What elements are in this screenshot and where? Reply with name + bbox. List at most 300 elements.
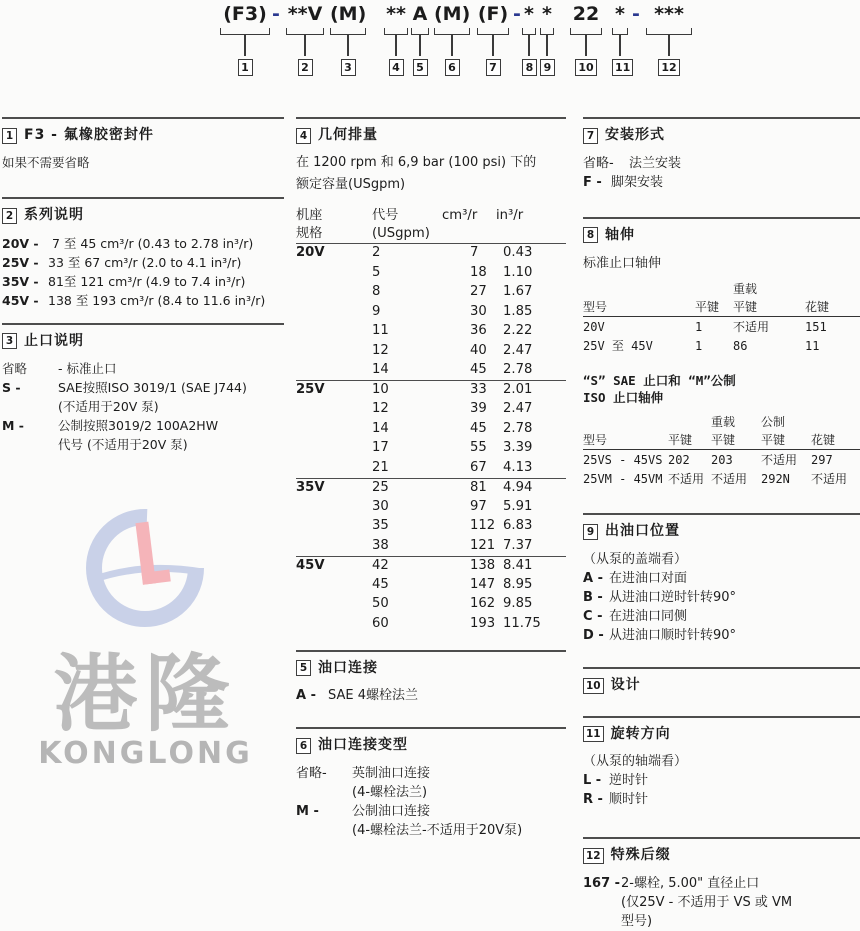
position-number-box: 1 <box>238 59 253 76</box>
watermark-en-text: KONGLONG <box>38 736 253 771</box>
shaft-table-iso <box>583 414 860 489</box>
section-title: 几何排量 <box>318 127 378 143</box>
table-cell: 292N <box>761 472 790 487</box>
table-cell: 14 <box>372 362 389 378</box>
displacement-table <box>296 207 566 634</box>
code-dash: - <box>632 3 640 25</box>
section-6-header <box>296 736 566 756</box>
spec-row <box>583 607 860 626</box>
code-segment <box>540 2 554 76</box>
table-row <box>583 450 860 470</box>
connector-bracket <box>434 28 470 35</box>
table-cell: 25V 至 45V <box>583 339 653 354</box>
section-title: F3 - 氟橡胶密封件 <box>24 127 154 143</box>
code-segment <box>411 2 429 76</box>
spec-label: 25V - <box>2 254 39 270</box>
spec-row <box>296 783 566 802</box>
position-number-box: 6 <box>445 59 460 76</box>
connector-stem <box>528 35 530 56</box>
table-cell: 42 <box>372 557 389 573</box>
table-cell: 5 <box>372 264 381 280</box>
table-cell: 2.78 <box>503 420 533 436</box>
table-cell: 1 <box>695 319 703 334</box>
table-row <box>296 283 566 303</box>
table-cell: 20V <box>296 245 325 261</box>
shaft-note-sae-line2: ISO 止口轴伸 <box>583 390 664 406</box>
table-cell: 35 <box>372 518 389 534</box>
connector-bracket <box>540 28 554 35</box>
spec-label: A - <box>583 570 603 586</box>
code-segment-label: (M) <box>434 3 471 25</box>
column-header: (USgpm) <box>372 225 430 241</box>
table-cell: 2.47 <box>503 342 533 358</box>
section-1-header <box>2 126 284 146</box>
shaft-note-sae-line1: “S” SAE 止口和 “M”公制 <box>583 373 736 389</box>
column-header: 型号 <box>583 433 608 448</box>
table-row <box>296 556 566 576</box>
table-cell: 39 <box>470 401 487 417</box>
spec-text: - 标准止口 <box>58 361 117 377</box>
spec-row <box>2 272 284 291</box>
connector-bracket <box>646 28 692 35</box>
spec-row <box>2 253 284 272</box>
section-number-box: 3 <box>2 333 17 349</box>
table-cell: 25 <box>372 479 389 495</box>
table-cell: 45V <box>296 557 325 573</box>
spec-row <box>296 686 566 705</box>
code-segment <box>646 2 692 76</box>
code-dash: - <box>272 3 280 25</box>
section-title: 旋转方向 <box>610 725 671 742</box>
table-cell: 193 <box>470 615 496 631</box>
shaft-table-standard <box>583 281 860 356</box>
spec-row <box>2 397 284 416</box>
table-cell: 7 <box>470 245 479 261</box>
spec-label: 167 - <box>583 875 621 891</box>
table-row <box>583 470 860 490</box>
table-row <box>296 419 566 439</box>
section-3-header <box>2 332 284 352</box>
connector-bracket <box>522 28 536 35</box>
section-9-header <box>583 522 860 542</box>
column-header: 平键 <box>711 433 736 448</box>
spec-text: 从进油口逆时针转90° <box>609 589 737 605</box>
connector-stem <box>244 35 246 56</box>
displacement-intro-line1: 在 1200 rpm 和 6,9 bar (100 psi) 下的 <box>296 154 537 170</box>
section-number-box: 1 <box>2 128 17 144</box>
spec-row <box>2 416 284 435</box>
section-title: 油口连接 <box>318 659 378 676</box>
connector-stem <box>347 35 349 56</box>
table-row <box>296 380 566 400</box>
table-row <box>296 536 566 556</box>
column-header: 平键 <box>761 433 786 448</box>
table-cell: 203 <box>711 452 733 467</box>
column-header: 型号 <box>583 300 608 315</box>
spec-label: R - <box>583 792 603 808</box>
connector-stem <box>619 35 621 56</box>
connector-bracket <box>570 28 602 35</box>
code-segment <box>330 2 366 76</box>
table-cell: 147 <box>470 576 496 592</box>
spec-label: M - <box>296 803 319 819</box>
table-cell: 12 <box>372 342 389 358</box>
table-cell: 45 <box>470 420 487 436</box>
table-cell: 0.43 <box>503 245 533 261</box>
spec-text: (4-螺栓法兰-不适用于20V泵) <box>352 822 523 838</box>
watermark <box>28 498 263 771</box>
table-cell: 4.94 <box>503 479 533 495</box>
spec-label: 省略- <box>583 155 614 171</box>
right-column <box>583 117 860 931</box>
displacement-table-header <box>296 207 566 244</box>
column-header: cm³/r <box>442 207 478 223</box>
spec-text: 在进油口对面 <box>609 570 688 586</box>
table-row <box>296 263 566 283</box>
table-cell: 30 <box>372 498 389 514</box>
table-row <box>296 497 566 517</box>
code-segment <box>286 2 324 76</box>
table-row <box>296 575 566 595</box>
position-number-box: 3 <box>341 59 356 76</box>
table-row <box>296 341 566 361</box>
spec-text: 公制油口连接 <box>352 803 431 819</box>
code-segment <box>570 2 602 76</box>
connector-stem <box>585 35 587 56</box>
spec-text: (不适用于20V 泵) <box>58 399 159 415</box>
code-segment-label: * <box>615 3 625 25</box>
divider <box>2 323 284 325</box>
table-cell: 12 <box>372 401 389 417</box>
section-title: 特殊后缀 <box>610 847 671 864</box>
table-cell: 1.10 <box>503 264 533 280</box>
section-title: 安装形式 <box>605 127 665 143</box>
table-cell: 27 <box>470 284 487 300</box>
table-cell: 14 <box>372 420 389 436</box>
table-row <box>583 337 860 357</box>
table-cell: 11 <box>805 339 820 354</box>
spec-row <box>583 893 860 912</box>
table-cell: 21 <box>372 459 389 475</box>
spec-row <box>583 588 860 607</box>
spec-row <box>583 550 860 569</box>
table-cell: 不适用 <box>811 472 848 487</box>
position-number-box: 11 <box>612 59 633 76</box>
column-header: 花键 <box>805 300 830 315</box>
table-cell: 33 <box>470 382 487 398</box>
code-segment-label: * <box>542 3 552 25</box>
connector-bracket <box>384 28 408 35</box>
table-row <box>296 400 566 420</box>
middle-column <box>296 117 566 840</box>
spec-text: (仅25V - 不适用于 VS 或 VM <box>621 894 793 910</box>
table-cell: 40 <box>470 342 487 358</box>
connector-stem <box>451 35 453 56</box>
spec-label: 20V - <box>2 235 39 251</box>
column-header: 平键 <box>668 433 693 448</box>
spec-text: 在进油口同侧 <box>609 608 688 624</box>
table-cell: 5.91 <box>503 498 533 514</box>
section-2-header <box>2 206 284 226</box>
position-number-box: 12 <box>658 59 679 76</box>
code-segment-label: * <box>524 3 534 25</box>
table-cell: 20V <box>583 319 605 334</box>
spec-text: 138 至 193 cm³/r (8.4 to 11.6 in³/r) <box>48 292 266 308</box>
connector-stem <box>304 35 306 56</box>
column-header: 重载 <box>733 282 758 297</box>
spec-row <box>2 291 284 310</box>
divider <box>583 513 860 515</box>
code-segment-label: ** <box>386 3 406 25</box>
code-segment-label: (F3) <box>223 3 267 25</box>
divider <box>583 837 860 839</box>
section-number-box: 7 <box>583 128 598 144</box>
code-segment-label: A <box>412 3 428 25</box>
section-number-box: 5 <box>296 660 311 676</box>
table-cell: 202 <box>668 452 690 467</box>
displacement-intro-line2: 额定容量(USgpm) <box>296 177 406 193</box>
spec-text: 顺时针 <box>609 792 649 808</box>
section-5-header <box>296 659 566 679</box>
shaft-note: 标准止口轴伸 <box>583 256 662 272</box>
table-cell: 138 <box>470 557 496 573</box>
code-segment-label: (M) <box>330 3 367 25</box>
table-cell: 4.13 <box>503 459 533 475</box>
spec-text: 33 至 67 cm³/r (2.0 to 4.1 in³/r) <box>48 254 242 270</box>
table-cell: 3.39 <box>503 440 533 456</box>
spec-row <box>583 626 860 645</box>
table-cell: 60 <box>372 615 389 631</box>
spec-row <box>296 802 566 821</box>
spec-text: SAE按照ISO 3019/1 (SAE J744) <box>58 380 247 396</box>
table-cell: 2.01 <box>503 382 533 398</box>
code-dash: - <box>513 3 521 25</box>
shaft-table-header <box>583 281 860 317</box>
spec-row <box>2 378 284 397</box>
shaft-table-header <box>583 414 860 450</box>
spec-row <box>2 435 284 454</box>
connector-bracket <box>411 28 429 35</box>
section-number-box: 12 <box>583 848 604 864</box>
spec-text: 从进油口顺时针转90° <box>609 627 737 643</box>
column-header: 平键 <box>695 300 720 315</box>
divider <box>296 117 566 119</box>
spec-label: 45V - <box>2 292 39 308</box>
spec-label: 省略 <box>2 361 28 377</box>
connector-bracket <box>286 28 324 35</box>
section-title: 止口说明 <box>24 332 84 349</box>
table-row <box>296 517 566 537</box>
spec-row <box>583 752 860 771</box>
column-header: 重载 <box>711 415 736 430</box>
column-header: 平键 <box>733 300 758 315</box>
table-row <box>296 614 566 634</box>
position-number-box: 7 <box>486 59 501 76</box>
code-segment <box>220 2 270 76</box>
table-cell: 38 <box>372 537 389 553</box>
section-4-header <box>296 126 566 146</box>
table-cell: 45 <box>470 362 487 378</box>
connector-stem <box>492 35 494 56</box>
spec-label: 省略- <box>296 765 327 781</box>
table-row <box>296 458 566 478</box>
table-cell: 25V <box>296 382 325 398</box>
table-cell: 2.78 <box>503 362 533 378</box>
code-segment-label: (F) <box>477 3 509 25</box>
spec-text: SAE 4螺栓法兰 <box>328 688 419 704</box>
table-row <box>296 439 566 459</box>
table-cell: 1.85 <box>503 303 533 319</box>
table-cell: 121 <box>470 537 496 553</box>
konglong-logo-icon <box>76 498 216 640</box>
section-title: 系列说明 <box>24 207 84 224</box>
spec-row <box>2 359 284 378</box>
divider <box>2 197 284 199</box>
code-segment <box>384 2 408 76</box>
table-cell: 162 <box>470 596 496 612</box>
connector-stem <box>668 35 670 56</box>
table-cell: 11 <box>372 323 389 339</box>
spec-row <box>296 821 566 840</box>
spec-row <box>583 912 860 931</box>
column-header: 代号 <box>372 207 399 223</box>
spec-text: 法兰安装 <box>629 155 682 171</box>
table-cell: 35V <box>296 479 325 495</box>
table-cell: 不适用 <box>668 472 705 487</box>
section-number-box: 6 <box>296 738 311 754</box>
section-1-body: 如果不需要省略 <box>2 154 90 170</box>
spec-label: F - <box>583 174 602 190</box>
spec-label: C - <box>583 608 603 624</box>
table-cell: 8.41 <box>503 557 533 573</box>
section-8-header <box>583 226 860 246</box>
table-cell: 112 <box>470 518 496 534</box>
connector-stem <box>395 35 397 56</box>
spec-text: (4-螺栓法兰) <box>352 784 428 800</box>
connector-bracket <box>477 28 509 35</box>
spec-label: 35V - <box>2 273 39 289</box>
spec-label: L - <box>583 773 602 789</box>
code-segment <box>434 2 470 76</box>
spec-row <box>583 874 860 893</box>
table-row <box>296 361 566 381</box>
watermark-cn-text: 港隆 <box>53 645 238 743</box>
code-segment <box>522 2 536 76</box>
table-cell: 10 <box>372 382 389 398</box>
divider <box>583 667 860 669</box>
divider <box>583 716 860 718</box>
table-row <box>296 302 566 322</box>
spec-text: 脚架安装 <box>611 174 664 190</box>
spec-label: M - <box>2 418 24 434</box>
table-row <box>296 595 566 615</box>
column-header: in³/r <box>496 207 524 223</box>
spec-text: 2-螺栓, 5.00" 直径止口 <box>621 875 760 891</box>
divider <box>583 117 860 119</box>
section-10-header <box>583 676 860 696</box>
table-cell: 151 <box>805 319 827 334</box>
position-number-box: 8 <box>522 59 537 76</box>
code-segment <box>612 2 631 76</box>
connector-stem <box>419 35 421 56</box>
spec-text: 英制油口连接 <box>352 765 431 781</box>
table-cell: 不适用 <box>733 319 770 334</box>
table-cell: 86 <box>733 339 748 354</box>
spec-text: 81至 121 cm³/r (4.9 to 7.4 in³/r) <box>48 273 246 289</box>
spec-label: D - <box>583 627 604 643</box>
table-cell: 81 <box>470 479 487 495</box>
table-cell: 55 <box>470 440 487 456</box>
section-number-box: 2 <box>2 208 17 224</box>
table-row <box>583 317 860 337</box>
code-segment-label: 22 <box>572 3 600 25</box>
table-row <box>296 322 566 342</box>
table-cell: 不适用 <box>761 452 798 467</box>
connector-bracket <box>330 28 366 35</box>
left-column <box>2 117 284 454</box>
spec-text: （从泵的轴端看） <box>583 754 688 770</box>
spec-row <box>583 771 860 790</box>
table-cell: 25VS - 45VS <box>583 452 663 467</box>
spec-row <box>583 173 860 192</box>
table-row <box>296 478 566 498</box>
connector-bracket <box>220 28 270 35</box>
connector-stem <box>546 35 548 56</box>
spec-row <box>583 569 860 588</box>
column-header: 规格 <box>296 225 323 241</box>
section-title: 轴伸 <box>605 226 635 243</box>
table-row <box>296 244 566 264</box>
section-title: 油口连接变型 <box>318 737 408 754</box>
table-cell: 8.95 <box>503 576 533 592</box>
section-number-box: 10 <box>583 678 604 694</box>
spec-text: 7 至 45 cm³/r (0.43 to 2.78 in³/r) <box>48 235 254 251</box>
table-cell: 不适用 <box>711 472 748 487</box>
spec-label: B - <box>583 589 603 605</box>
table-cell: 9 <box>372 303 381 319</box>
table-cell: 11.75 <box>503 615 541 631</box>
spec-text: （从泵的盖端看） <box>583 551 688 567</box>
section-7-header <box>583 126 860 146</box>
spec-row <box>583 790 860 809</box>
table-cell: 45 <box>372 576 389 592</box>
spec-text: 公制按照3019/2 100A2HW <box>58 418 219 434</box>
table-cell: 97 <box>470 498 487 514</box>
table-cell: 2 <box>372 245 381 261</box>
divider <box>583 217 860 219</box>
model-code <box>0 2 860 102</box>
section-11-header <box>583 725 860 745</box>
divider <box>296 727 566 729</box>
position-number-box: 5 <box>413 59 428 76</box>
spec-row <box>296 764 566 783</box>
connector-bracket <box>612 28 628 35</box>
divider <box>296 650 566 652</box>
table-cell: 25VM - 45VM <box>583 472 663 487</box>
spec-text: 代号 (不适用于20V 泵) <box>58 437 188 453</box>
section-title: 设计 <box>610 676 641 693</box>
code-segment-label: *** <box>654 3 684 25</box>
table-cell: 9.85 <box>503 596 533 612</box>
table-cell: 2.47 <box>503 401 533 417</box>
table-cell: 2.22 <box>503 323 533 339</box>
position-number-box: 10 <box>575 59 596 76</box>
table-cell: 36 <box>470 323 487 339</box>
table-cell: 67 <box>470 459 487 475</box>
position-number-box: 2 <box>298 59 313 76</box>
position-number-box: 4 <box>389 59 404 76</box>
position-number-box: 9 <box>540 59 555 76</box>
